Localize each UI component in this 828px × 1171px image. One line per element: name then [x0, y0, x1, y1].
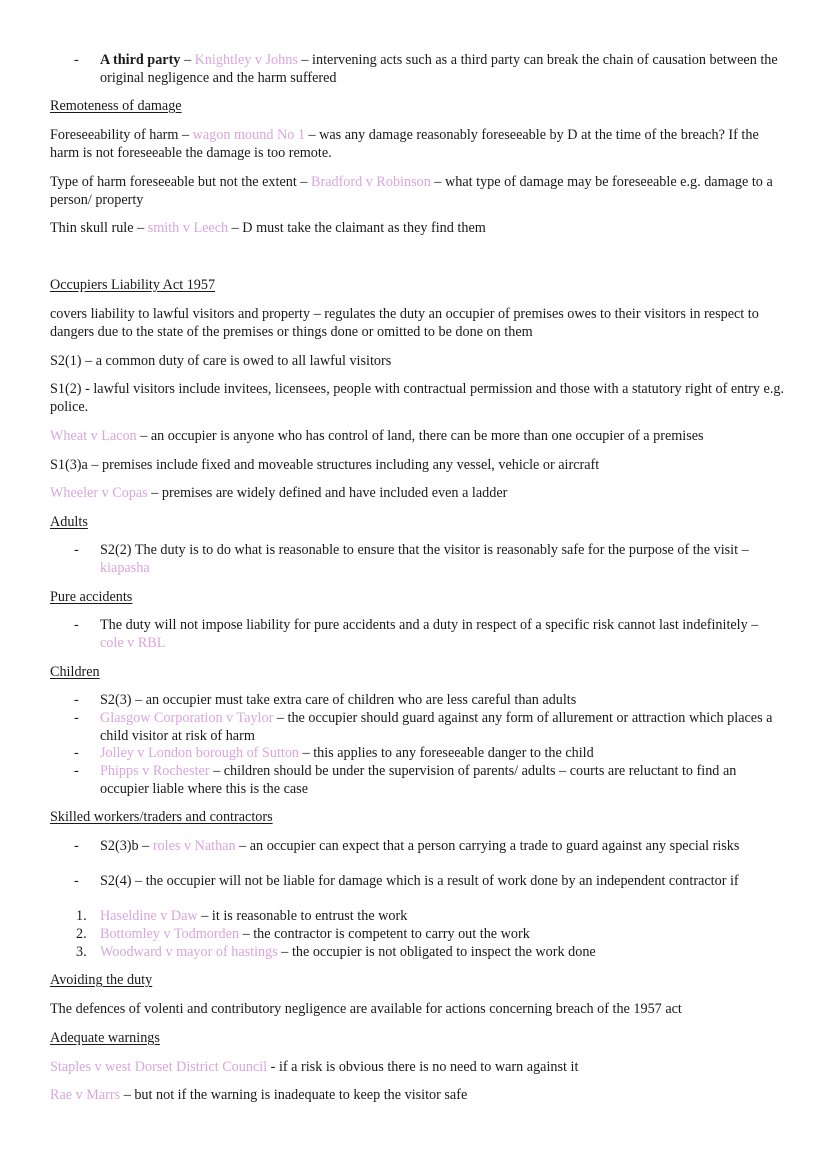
bullet-marker: - — [74, 873, 79, 889]
wheeler-para — [50, 484, 785, 502]
bullet-marker: - — [74, 692, 79, 708]
case-woodward: Woodward v mayor of hastings — [100, 944, 278, 960]
s21-para: S2(1) – a common duty of care is owed to all lawful visitors — [50, 353, 392, 369]
item-number: 1. — [76, 908, 87, 924]
bullet-text: – this applies to any foreseeable danger to the child — [299, 745, 594, 761]
case-rae-marrs: Rae v Marrs — [50, 1087, 121, 1103]
bullet-marker: - — [74, 745, 79, 761]
bullet-marker: - — [74, 617, 79, 633]
avoiding-duty-heading: Avoiding the duty — [50, 972, 153, 988]
staples-para — [50, 1058, 785, 1076]
para-text: – premises are widely defined and have included even a ladder — [147, 485, 508, 501]
bullet-marker: - — [74, 710, 79, 726]
bullet-text: S2(3)b – — [100, 838, 153, 854]
para-text: – an occupier is anyone who has control of land, there can be more than one occupier of a premises — [136, 428, 704, 444]
bullet-text: S2(2) The duty is to do what is reasonable to ensure that the visitor is reasonably safe for the purpose of the visit – — [100, 542, 749, 558]
case-knightley: Knightley v Johns — [194, 52, 298, 68]
separator: – — [180, 52, 195, 68]
children-bullet — [50, 691, 785, 709]
numbered-item — [50, 907, 785, 925]
wheat-para — [50, 427, 785, 445]
s13a-para: S1(3)a – premises include fixed and moveable structures including any vessel, vehicle or aircraft — [50, 457, 600, 473]
bullet-text: S2(3) – an occupier must take extra care of children who are less careful than adults — [100, 692, 577, 708]
bullet-text: – children should be under the supervision of parents/ adults – courts are reluctant to find an occupier liable where this is the case — [100, 763, 737, 797]
bullet-marker: - — [74, 838, 79, 854]
item-text: – it is reasonable to entrust the work — [197, 908, 408, 924]
case-cole-rbl: cole v RBL — [100, 635, 166, 651]
rae-para — [50, 1086, 785, 1104]
case-glasgow-taylor: Glasgow Corporation v Taylor — [100, 710, 274, 726]
skilled-bullet — [50, 872, 785, 890]
third-party-label: A third party — [100, 52, 181, 68]
case-bottomley: Bottomley v Todmorden — [100, 926, 240, 942]
remoteness-heading: Remoteness of damage — [50, 98, 182, 114]
case-bradford: Bradford v Robinson — [311, 174, 431, 190]
type-of-harm-para — [50, 173, 785, 209]
thin-skull-para — [50, 219, 785, 237]
para-text: – but not if the warning is inadequate to keep the visitor safe — [120, 1087, 468, 1103]
skilled-heading: Skilled workers/traders and contractors — [50, 809, 273, 825]
bullet-marker: - — [74, 542, 79, 558]
children-bullet — [50, 762, 785, 798]
case-kiapasha: kiapasha — [100, 560, 150, 576]
case-wheat-lacon: Wheat v Lacon — [50, 428, 137, 444]
adults-heading: Adults — [50, 514, 88, 530]
third-party-text: – intervening acts such as a third party can break the chain of causation between the original negligence and the harm suffered — [100, 52, 778, 86]
avoiding-duty-para: The defences of volenti and contributory negligence are available for actions concerning breach of the 1957 act — [50, 1001, 682, 1017]
para-text: – D must take the claimant as they find them — [228, 220, 486, 236]
bullet-marker: - — [74, 52, 79, 68]
ola-intro: covers liability to lawful visitors and property – regulates the duty an occupier of premises owes to their visitors in respect to dangers due to the state of the premises or things done or omitted to be done on them — [50, 306, 759, 340]
bullet-text: – the occupier should guard against any form of allurement or attraction which places a child visitor at risk of harm — [100, 710, 773, 744]
para-text: - if a risk is obvious there is no need to warn against it — [267, 1059, 579, 1075]
case-haseldine: Haseldine v Daw — [100, 908, 198, 924]
para-text: Thin skull rule – — [50, 220, 148, 236]
item-number: 3. — [76, 944, 87, 960]
item-text: – the occupier is not obligated to inspect the work done — [277, 944, 596, 960]
adequate-warnings-heading: Adequate warnings — [50, 1030, 160, 1046]
s12-para: S1(2) - lawful visitors include invitees, licensees, people with contractual permission and those with a statutory right of entry e.g. police. — [50, 381, 785, 415]
children-bullet — [50, 709, 785, 745]
case-phipps: Phipps v Rochester — [100, 763, 210, 779]
para-text: – what type of damage may be foreseeable e.g. damage to a person/ property — [50, 174, 773, 208]
case-staples: Staples v west Dorset District Council — [50, 1059, 268, 1075]
para-text: – was any damage reasonably foreseeable by D at the time of the breach? If the harm is not foreseeable the damage is too remote. — [50, 127, 759, 161]
item-number: 2. — [76, 926, 87, 942]
numbered-item — [50, 925, 785, 943]
numbered-item — [50, 943, 785, 961]
pure-accidents-heading: Pure accidents — [50, 589, 133, 605]
adults-bullet — [50, 541, 785, 577]
ola-heading: Occupiers Liability Act 1957 — [50, 277, 216, 293]
para-text: Foreseeability of harm – — [50, 127, 193, 143]
pure-accidents-bullet — [50, 616, 785, 652]
bullet-marker: - — [74, 763, 79, 779]
case-jolley: Jolley v London borough of Sutton — [100, 745, 300, 761]
case-wheeler-copas: Wheeler v Copas — [50, 485, 148, 501]
para-text: Type of harm foreseeable but not the extent – — [50, 174, 311, 190]
case-smith-leech: smith v Leech — [147, 220, 229, 236]
item-text: – the contractor is competent to carry out the work — [239, 926, 530, 942]
skilled-bullet — [50, 837, 785, 855]
bullet-text: The duty will not impose liability for pure accidents and a duty in respect of a specific risk cannot last indefinitely – — [100, 617, 759, 633]
bullet-text: – an occupier can expect that a person carrying a trade to guard against any special risks — [235, 838, 740, 854]
bullet-text: S2(4) – the occupier will not be liable for damage which is a result of work done by an independent contractor if — [100, 873, 739, 889]
third-party-bullet — [50, 51, 785, 87]
children-heading: Children — [50, 664, 100, 680]
foreseeability-para — [50, 126, 785, 162]
case-wagon-mound: wagon mound No 1 — [192, 127, 305, 143]
children-bullet — [50, 744, 785, 762]
case-roles-nathan: roles v Nathan — [152, 838, 236, 854]
